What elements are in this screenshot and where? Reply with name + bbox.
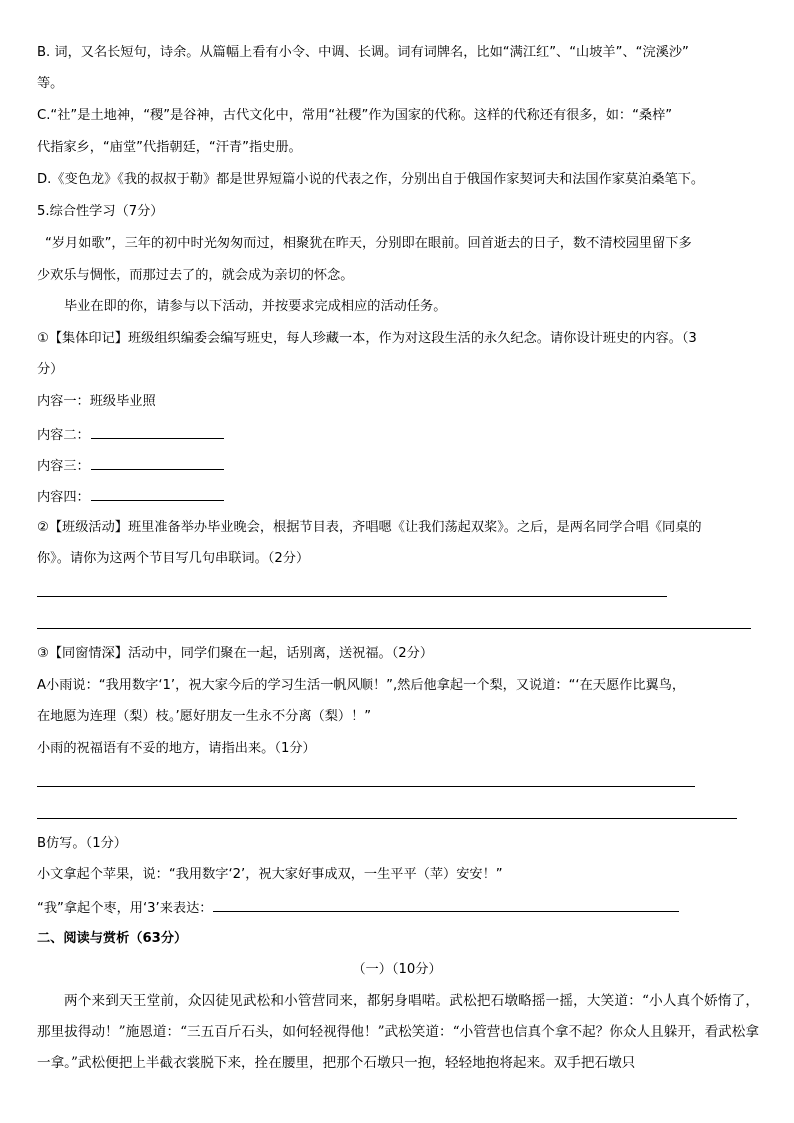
q5-intro-line3: 毕业在即的你，请参与以下活动，并按要求完成相应的活动任务。 (64, 299, 447, 314)
content-two-row (37, 426, 224, 444)
option-b-line2: 等。 (37, 76, 64, 91)
answer-line[interactable] (37, 628, 751, 629)
section2-heading: 二、阅读与赏析（63分） (37, 931, 188, 946)
option-c-line1: C.“社”是土地神，“稷”是谷神，古代文化中，常用“社稷”作为国家的代称。这样的代称还有很多，如：“桑梓” (37, 108, 673, 123)
part3b-prompt: “我”拿起个枣，用‘3’来表达： (37, 901, 213, 916)
answer-line[interactable] (37, 786, 695, 787)
content-one: 内容一：班级毕业照 (37, 394, 156, 409)
part1-line2: 分） (37, 362, 64, 377)
part3a-line2: 在地愿为连理（梨）枝。’愿好朋友一生永不分离（梨）！” (37, 709, 372, 724)
part3b-heading: B仿写。（1分） (37, 836, 127, 851)
part2-line1: ②【班级活动】班里准备举办毕业晚会，根据节目表，齐唱嗯《让我们荡起双桨》。之后，是两名同学合唱《同桌的 (37, 520, 702, 535)
part3b-answer-blank[interactable] (213, 899, 679, 912)
part1-line1: ①【集体印记】班级组织编委会编写班史，每人珍藏一本，作为对这段生活的永久纪念。请你设计班史的内容。（3 (37, 331, 697, 346)
content-two-label: 内容二： (37, 428, 90, 443)
answer-line[interactable] (37, 596, 667, 597)
q5-intro-line2: 少欢乐与惆怅，而那过去了的，就会成为亲切的怀念。 (37, 268, 354, 283)
answer-line[interactable] (37, 818, 737, 819)
question-5-heading: 5.综合性学习（7分） (37, 204, 164, 219)
content-three-label: 内容三： (37, 459, 90, 474)
content-two-blank[interactable] (91, 426, 224, 439)
part3b-example: 小文拿起个苹果，说：“我用数字‘2’，祝大家好事成双，一生平平（苹）安安！” (37, 867, 503, 882)
option-b-line1: B. 词，又名长短句，诗余。从篇幅上看有小令、中调、长调。词有词牌名，比如“满江红”、“山坡羊”、“浣溪沙” (37, 45, 689, 60)
part2-line2: 你》。请你为这两个节目写几句串联词。（2分） (37, 551, 310, 566)
content-three-blank[interactable] (91, 457, 224, 470)
part3-heading: ③【同窗情深】活动中，同学们聚在一起，话别离，送祝福。（2分） (37, 646, 434, 661)
content-four-label: 内容四： (37, 490, 90, 505)
reading-passage: 两个来到天王堂前，众囚徒见武松和小管营同来，都躬身唱喏。武松把石墩略摇一摇，大笑道：“小人真个娇惰了，那里拔得动！”施恩道：“三五百斤石头，如何轻视得他！”武松笑道：“小管营也信真个拿不起？你众人且躲开，看武松拿一拿。”武松便把上半截衣裳脱下来，拴在腰里，把那个石墩只一抱，轻轻地抱将起来。双手把石墩只 (37, 993, 759, 1071)
part3a-question: 小雨的祝福语有不妥的地方，请指出来。（1分） (37, 741, 316, 756)
option-d-line1: D.《变色龙》《我的叔叔于勒》都是世界短篇小说的代表之作，分别出自于俄国作家契诃夫和法国作家莫泊桑笔下。 (37, 172, 705, 187)
passage1-heading: （一）（10分） (352, 962, 442, 977)
part3b-prompt-row (37, 899, 679, 917)
part3a-line1: A小雨说：“我用数字‘1’，祝大家今后的学习生活一帆风顺！”,然后他拿起一个梨，又说道：“‘在天愿作比翼鸟， (37, 678, 686, 693)
option-c-line2: 代指家乡，“庙堂”代指朝廷，“汗青”指史册。 (37, 140, 302, 155)
content-four-blank[interactable] (91, 488, 224, 501)
q5-intro-line1: “岁月如歌”，三年的初中时光匆匆而过，相聚犹在昨天，分别即在眼前。回首逝去的日子，数不清校园里留下多 (45, 236, 692, 251)
content-four-row (37, 488, 224, 506)
content-three-row (37, 457, 224, 475)
